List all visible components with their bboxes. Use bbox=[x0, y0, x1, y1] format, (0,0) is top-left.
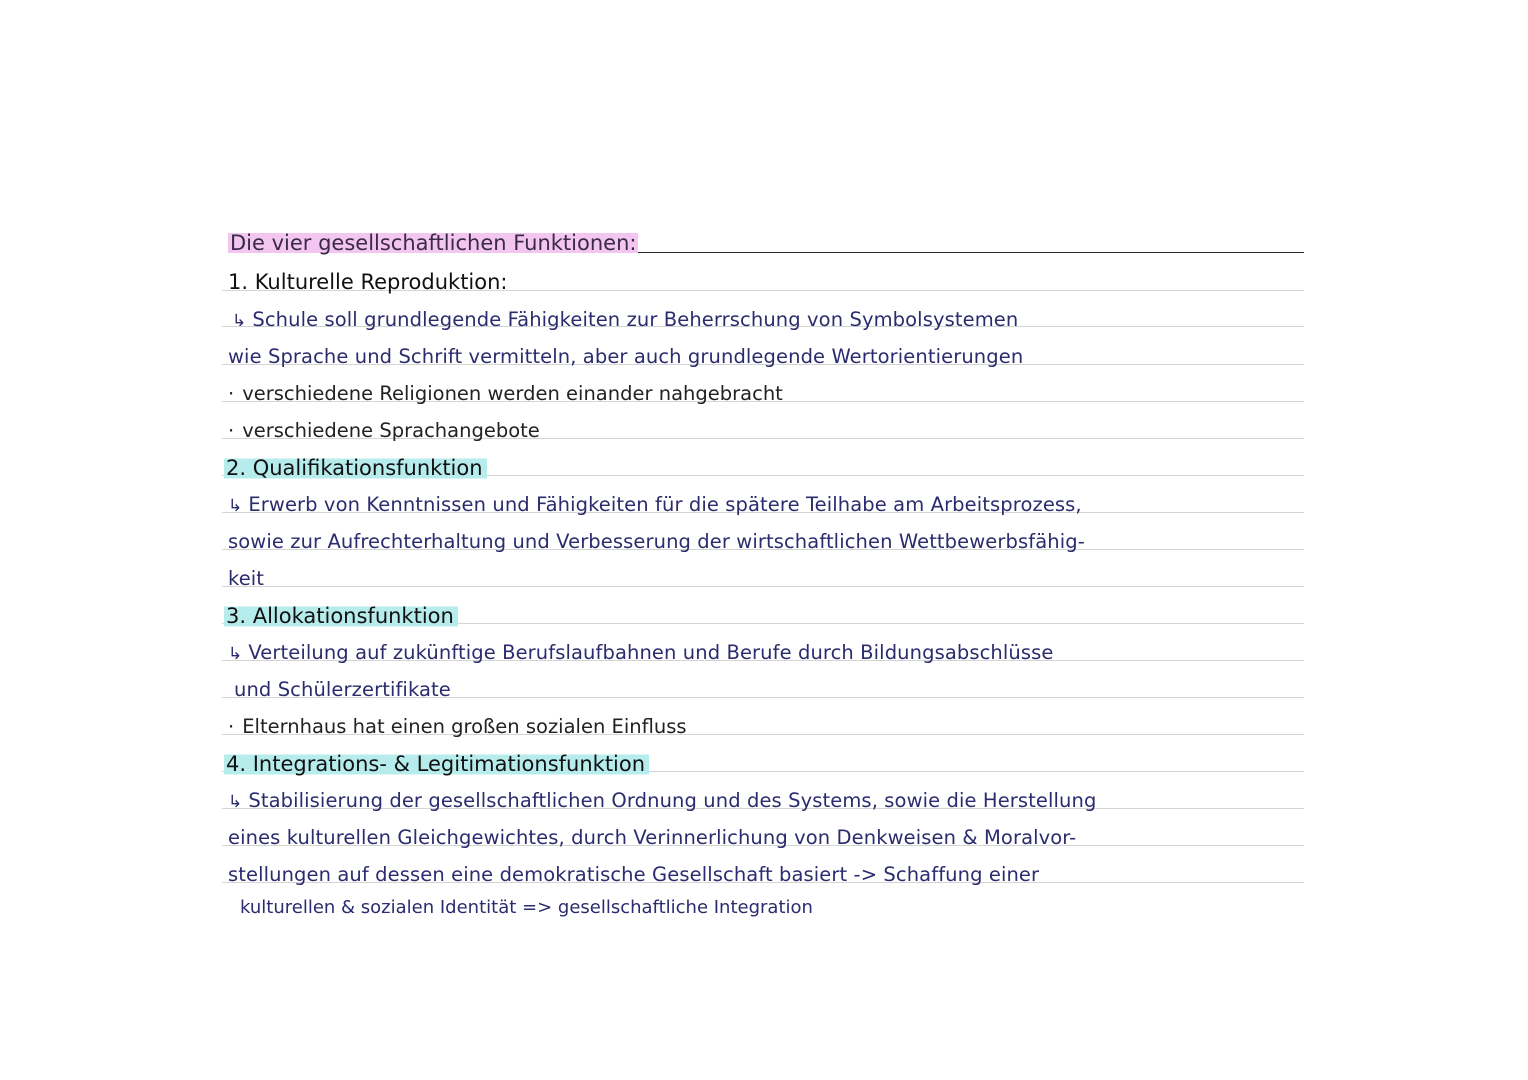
arrow-icon: ↳ bbox=[228, 496, 243, 516]
section-heading-3 bbox=[224, 601, 458, 631]
section-4-line-2 bbox=[228, 823, 1076, 853]
section-4-line-3 bbox=[228, 860, 1039, 890]
heading-text: 2. Qualifikationsfunktion bbox=[224, 456, 487, 480]
section-3-line-1 bbox=[228, 638, 1054, 668]
section-heading-1 bbox=[228, 267, 508, 297]
arrow-icon: ↳ bbox=[228, 644, 243, 664]
bullet-text: verschiedene Sprachangebote bbox=[242, 419, 540, 442]
arrow-icon: ↳ bbox=[232, 311, 247, 331]
section-heading-4 bbox=[224, 749, 649, 779]
page-title bbox=[228, 228, 638, 258]
section-1-bullet-1 bbox=[228, 379, 783, 409]
section-3-line-2 bbox=[234, 675, 451, 705]
line-text: kulturellen & sozialen Identität => gesellschaftliche Integration bbox=[240, 897, 813, 918]
section-2-line-3 bbox=[228, 564, 264, 594]
section-4-line-4 bbox=[240, 893, 813, 923]
line-text: sowie zur Aufrechterhaltung und Verbesserung der wirtschaftlichen Wettbewerbsfähig- bbox=[228, 530, 1085, 553]
section-1-line-1 bbox=[232, 305, 1018, 335]
line-text: stellungen auf dessen eine demokratische Gesellschaft basiert -> Schaffung einer bbox=[228, 863, 1040, 886]
section-4-line-1 bbox=[228, 786, 1096, 816]
section-1-line-2 bbox=[228, 342, 1023, 372]
line-text: Erwerb von Kenntnissen und Fähigkeiten für die spätere Teilhabe am Arbeitsprozess, bbox=[248, 493, 1082, 516]
title-text: Die vier gesellschaftlichen Funktionen: bbox=[230, 231, 637, 255]
arrow-icon: ↳ bbox=[228, 792, 243, 812]
bullet-text: Elternhaus hat einen großen sozialen Einfluss bbox=[242, 715, 687, 738]
bullet-text: verschiedene Religionen werden einander nahgebracht bbox=[242, 382, 783, 405]
heading-text: 3. Allokationsfunktion bbox=[224, 604, 458, 628]
line-text: Verteilung auf zukünftige Berufslaufbahnen und Berufe durch Bildungsabschlüsse bbox=[248, 641, 1054, 664]
heading-text: 1. Kulturelle Reproduktion: bbox=[228, 270, 508, 294]
line-text: eines kulturellen Gleichgewichtes, durch Verinnerlichung von Denkweisen & Moralvor- bbox=[228, 826, 1077, 849]
section-2-line-2 bbox=[228, 527, 1085, 557]
line-text: keit bbox=[228, 567, 265, 590]
section-3-bullet-1 bbox=[228, 712, 687, 742]
line-text: Stabilisierung der gesellschaftlichen Ordnung und des Systems, sowie die Herstellung bbox=[248, 789, 1097, 812]
bullet-icon: · bbox=[228, 419, 235, 442]
section-heading-2 bbox=[224, 453, 487, 483]
heading-text: 4. Integrations- & Legitimationsfunktion bbox=[224, 752, 649, 776]
section-2-line-1 bbox=[228, 490, 1082, 520]
ruled-line bbox=[222, 586, 1304, 587]
bullet-icon: · bbox=[228, 715, 235, 738]
line-text: und Schülerzertifikate bbox=[234, 678, 451, 701]
section-1-bullet-2 bbox=[228, 416, 540, 446]
bullet-icon: · bbox=[228, 382, 235, 405]
line-text: wie Sprache und Schrift vermitteln, aber auch grundlegende Wertorientierungen bbox=[228, 345, 1024, 368]
line-text: Schule soll grundlegende Fähigkeiten zur Beherrschung von Symbolsystemen bbox=[252, 308, 1019, 331]
